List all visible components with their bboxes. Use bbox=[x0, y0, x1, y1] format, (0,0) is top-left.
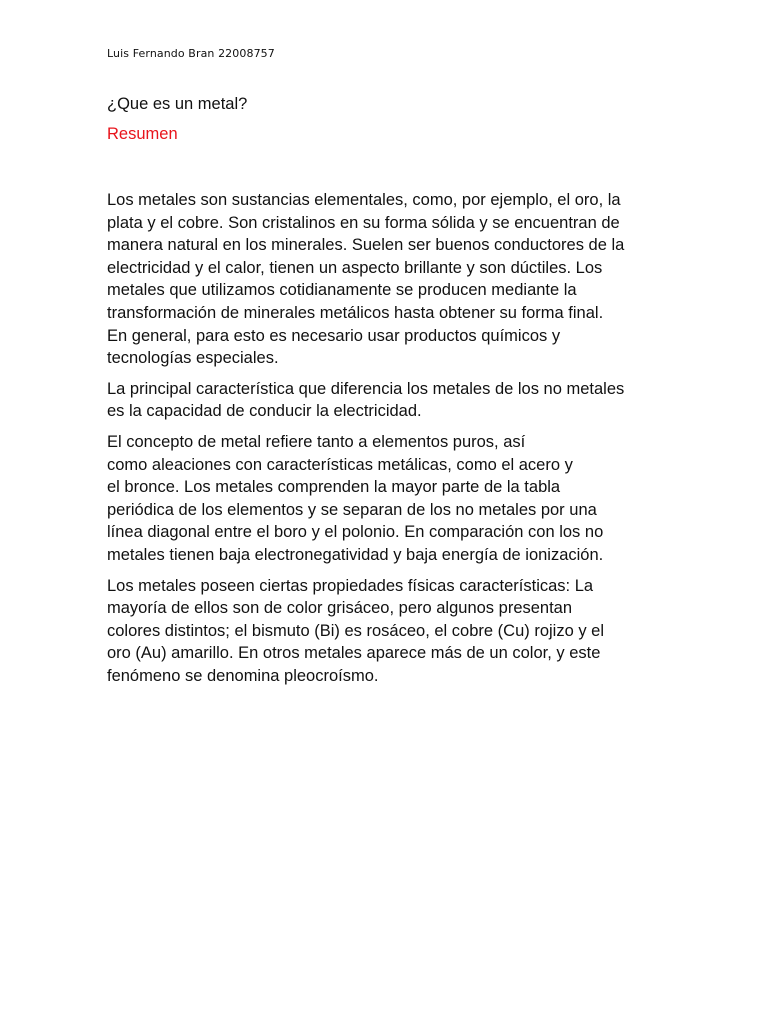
document-title: ¿Que es un metal? bbox=[107, 95, 248, 113]
paragraph: El concepto de metal refiere tanto a elementos puros, así como aleaciones con características metálicas, como el acero y el bronce. Los metales comprenden la mayor parte de la tabla periódica de los elementos y se separan de los no metales por una línea diagonal entre el boro y el polonio. En comparación con los no metales tienen baja electronegatividad y baja energía de ionización. bbox=[107, 432, 604, 564]
author-line: Luis Fernando Bran 22008757 bbox=[107, 47, 275, 60]
paragraph: La principal característica que diferencia los metales de los no metales es la capacidad de conducir la electricidad. bbox=[107, 379, 625, 421]
paragraph: Los metales poseen ciertas propiedades físicas características: La mayoría de ellos son de color grisáceo, pero algunos presentan colores distintos; el bismuto (Bi) es rosáceo, el cobre (Cu) rojizo y el oro (Au) amarillo. En otros metales aparece más de un color, y este fenómeno se denomina pleocroísmo. bbox=[107, 576, 605, 685]
document-body bbox=[107, 189, 647, 695]
paragraph: Los metales son sustancias elementales, como, por ejemplo, el oro, la plata y el cobre. Son cristalinos en su forma sólida y se encuentran de manera natural en los minerales. Suelen ser buenos conductores de la electricidad y el calor, tienen un aspecto brillante y son dúctiles. Los metales que utilizamos cotidianamente se producen mediante la transformación de minerales metálicos hasta obtener su forma final. En general, para esto es necesario usar productos químicos y tecnologías especiales. bbox=[107, 191, 625, 368]
document-subtitle: Resumen bbox=[107, 125, 178, 143]
